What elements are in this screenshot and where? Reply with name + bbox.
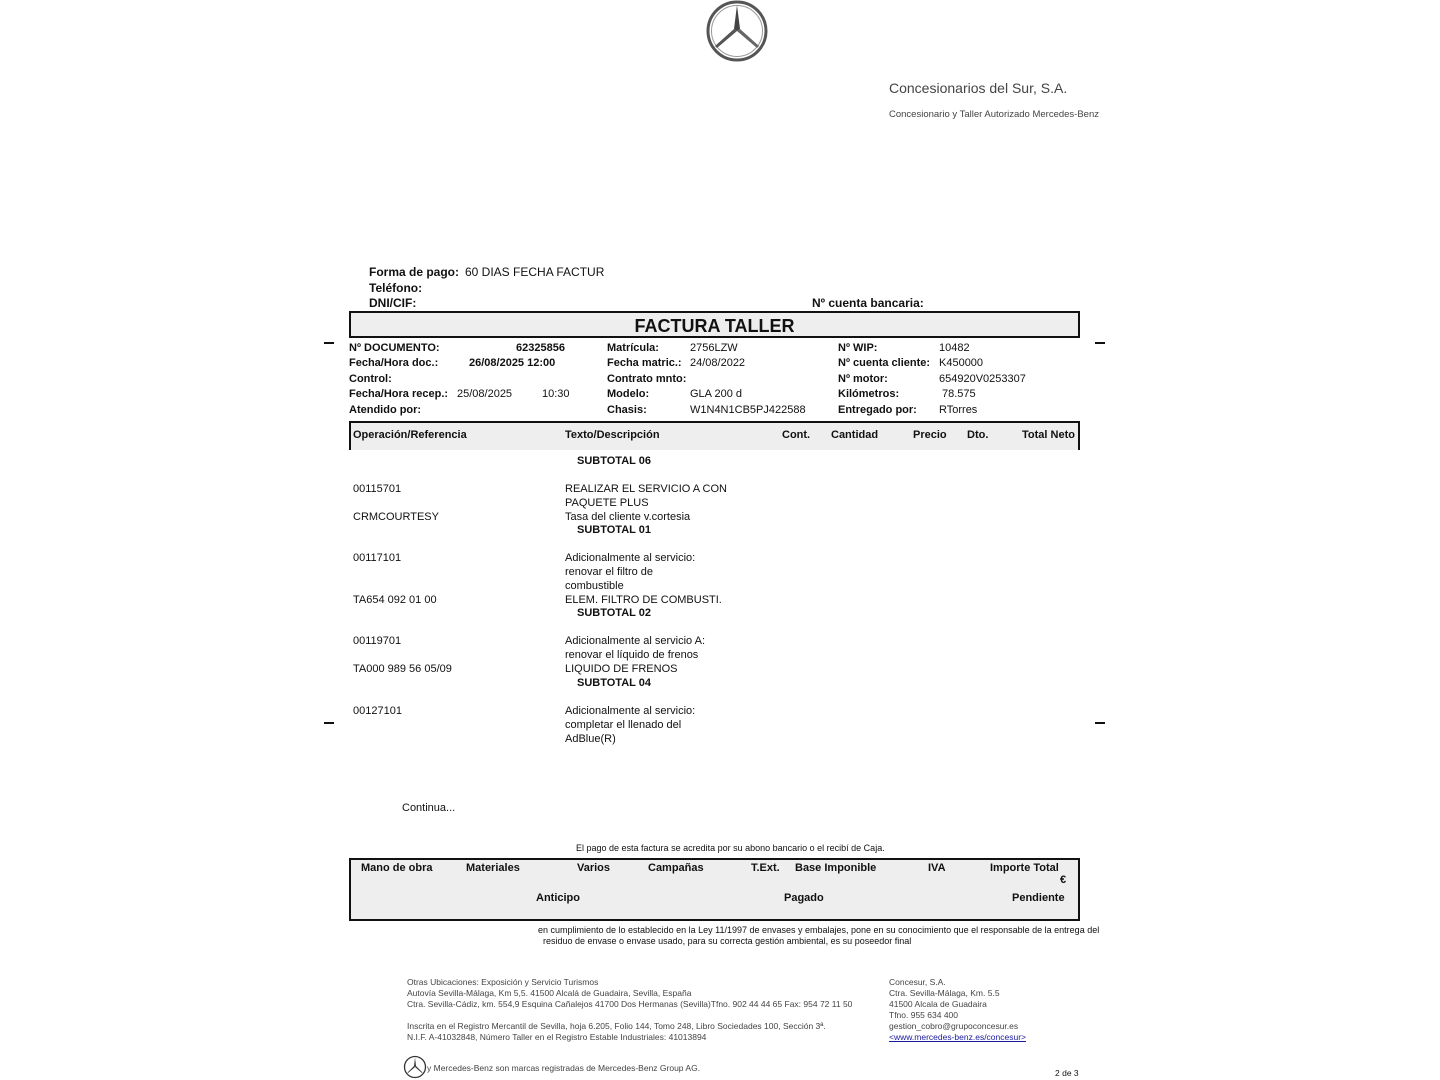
- payment-value: 60 DIAS FECHA FACTUR: [465, 265, 605, 279]
- footer-right-2: Ctra. Sevilla-Málaga, Km. 5.5: [889, 988, 1000, 998]
- totals-iva: IVA: [928, 862, 946, 874]
- legal-line-2: residuo de envase o envase usado, para su correcta gestión ambiental, es su poseedor final: [543, 936, 912, 946]
- totals-anticipo: Anticipo: [536, 892, 580, 904]
- footer-website-link[interactable]: <www.mercedes-benz.es/concesur>: [889, 1032, 1027, 1042]
- totals-varios: Varios: [577, 862, 611, 874]
- entregado-value: RTorres: [939, 404, 978, 416]
- contrato-label: Contrato mnto:: [607, 373, 687, 385]
- totals-pendiente: Pendiente: [1012, 892, 1065, 904]
- recep-date: 25/08/2025: [457, 388, 513, 400]
- totals-text: T.Ext.: [751, 862, 780, 874]
- totals-base: Base Imponible: [795, 862, 877, 874]
- footer-left-5: N.I.F. A-41032848, Número Taller en el Registro Estable Industriales: 41013894: [407, 1032, 707, 1042]
- fecha-doc-value: 26/08/2025 12:00: [469, 357, 556, 369]
- subtotal-label: SUBTOTAL 06: [577, 455, 651, 467]
- totals-box: [349, 858, 1080, 921]
- recep-label: Fecha/Hora recep.:: [349, 388, 449, 400]
- atendido-label: Atendido por:: [349, 404, 422, 416]
- col-desc: Texto/Descripción: [565, 429, 660, 441]
- footer-right-1: Concesur, S.A.: [889, 977, 946, 987]
- totals-euro: €: [1060, 874, 1067, 886]
- line-ref: 00119701: [353, 635, 402, 647]
- entregado-label: Entregado por:: [838, 404, 917, 416]
- payment-label: Forma de pago:: [369, 265, 460, 279]
- subtotal-label: SUBTOTAL 04: [577, 677, 651, 689]
- chasis-value: W1N4N1CB5PJ422588: [690, 404, 806, 416]
- motor-value: 654920V0253307: [939, 373, 1026, 385]
- page-number: 2 de 3: [1055, 1068, 1079, 1078]
- doc-label: Nº DOCUMENTO:: [349, 342, 440, 354]
- col-qty: Cantidad: [831, 429, 879, 441]
- payment-note: El pago de esta factura se acredita por su abono bancario o el recibí de Caja.: [576, 843, 885, 853]
- motor-label: Nº motor:: [838, 373, 888, 385]
- totals-pagado: Pagado: [784, 892, 824, 904]
- mercedes-star-logo: [704, 0, 770, 64]
- col-dto: Dto.: [967, 429, 989, 441]
- col-price: Precio: [913, 429, 947, 441]
- footer-left-1: Otras Ubicaciones: Exposición y Servicio Turismos: [407, 977, 599, 987]
- wip-value: 10482: [939, 342, 970, 354]
- invoice-title: FACTURA TALLER: [634, 316, 795, 336]
- dni-label: DNI/CIF:: [369, 296, 417, 310]
- phone-label: Teléfono:: [369, 281, 423, 295]
- fecha-matric-label: Fecha matric.:: [607, 357, 682, 369]
- footer-email: gestion_cobro@grupoconcesur.es: [889, 1021, 1019, 1031]
- matricula-label: Matrícula:: [607, 342, 659, 354]
- line-ref: TA654 092 01 00: [353, 594, 437, 606]
- line-desc: Adicionalmente al servicio A:: [565, 635, 706, 647]
- line-ref: 00115701: [353, 483, 402, 495]
- fold-mark: [1095, 722, 1105, 724]
- line-desc: ELEM. FILTRO DE COMBUSTI.: [565, 594, 722, 606]
- fold-mark: [324, 722, 334, 724]
- km-value: 78.575: [942, 388, 976, 400]
- fold-mark: [1095, 342, 1105, 344]
- line-desc: combustible: [565, 580, 624, 592]
- footer-left-2: Autovía Sevilla-Málaga, Km 5,5. 41500 Alcalá de Guadaira, Sevilla, España: [407, 988, 692, 998]
- control-label: Control:: [349, 373, 392, 385]
- line-ref: CRMCOURTESY: [353, 511, 439, 523]
- line-desc: Tasa del cliente v.cortesia: [565, 511, 691, 523]
- footer-left-3: Ctra. Sevilla-Cádiz, km. 554,9 Esquina Cañalejos 41700 Dos Hermanas (Sevilla)Tfno. 902 44 44 65 Fax: 954 72 11 50: [407, 999, 853, 1009]
- col-total: Total Neto: [1022, 429, 1075, 441]
- line-desc: AdBlue(R): [565, 733, 616, 745]
- matricula-value: 2756LZW: [690, 342, 738, 354]
- modelo-value: GLA 200 d: [690, 388, 742, 400]
- fecha-matric-value: 24/08/2022: [690, 357, 746, 369]
- line-desc: REALIZAR EL SERVICIO A CON: [565, 483, 727, 495]
- invoice-title-box: [349, 311, 1080, 338]
- line-desc: completar el llenado del: [565, 719, 682, 731]
- line-desc: Adicionalmente al servicio:: [565, 552, 696, 564]
- totals-materiales: Materiales: [466, 862, 520, 874]
- totals-campanas: Campañas: [648, 862, 704, 874]
- line-desc: PAQUETE PLUS: [565, 497, 649, 509]
- footer-left-4: Inscrita en el Registro Mercantil de Sevilla, hoja 6.205, Folio 144, Tomo 248, Libro Sociedades 100, Sección 3ª.: [407, 1021, 826, 1031]
- footer-right-3: 41500 Alcala de Guadaira: [889, 999, 987, 1009]
- continua-text: Continua...: [402, 802, 456, 814]
- fecha-doc-label: Fecha/Hora doc.:: [349, 357, 439, 369]
- totals-importe: Importe Total: [990, 862, 1059, 874]
- footer-trademark: y Mercedes-Benz son marcas registradas de Mercedes-Benz Group AG.: [427, 1063, 701, 1073]
- totals-mano: Mano de obra: [361, 862, 433, 874]
- line-ref: 00127101: [353, 705, 402, 717]
- recep-time: 10:30: [542, 388, 570, 400]
- col-op: Operación/Referencia: [353, 429, 467, 441]
- line-desc: LIQUIDO DE FRENOS: [565, 663, 678, 675]
- subtotal-label: SUBTOTAL 01: [577, 524, 651, 536]
- bank-label: Nº cuenta bancaria:: [812, 296, 924, 310]
- footer-right-4: Tfno. 955 634 400: [889, 1010, 959, 1020]
- fold-mark: [324, 342, 334, 344]
- line-desc: Adicionalmente al servicio:: [565, 705, 696, 717]
- chasis-label: Chasis:: [607, 404, 647, 416]
- line-desc: renovar el líquido de frenos: [565, 649, 699, 661]
- wip-label: Nº WIP:: [838, 342, 878, 354]
- line-desc: renovar el filtro de: [565, 566, 654, 578]
- col-cont: Cont.: [782, 429, 811, 441]
- cuenta-cliente-value: K450000: [939, 357, 984, 369]
- line-ref: TA000 989 56 05/09: [353, 663, 452, 675]
- cuenta-cliente-label: Nº cuenta cliente:: [838, 357, 931, 369]
- dealer-subtitle: Concesionario y Taller Autorizado Mercedes-Benz: [889, 109, 1099, 120]
- legal-line-1: en cumplimiento de lo establecido en la Ley 11/1997 de envases y embalajes, pone en su conocimiento que el responsable de la entrega del: [538, 925, 1100, 935]
- modelo-label: Modelo:: [607, 388, 650, 400]
- km-label: Kilómetros:: [838, 388, 900, 400]
- line-ref: 00117101: [353, 552, 402, 564]
- subtotal-label: SUBTOTAL 02: [577, 607, 651, 619]
- doc-value: 62325856: [516, 342, 565, 354]
- dealer-name: Concesionarios del Sur, S.A.: [889, 80, 1068, 96]
- mercedes-star-small-icon: [403, 1055, 427, 1079]
